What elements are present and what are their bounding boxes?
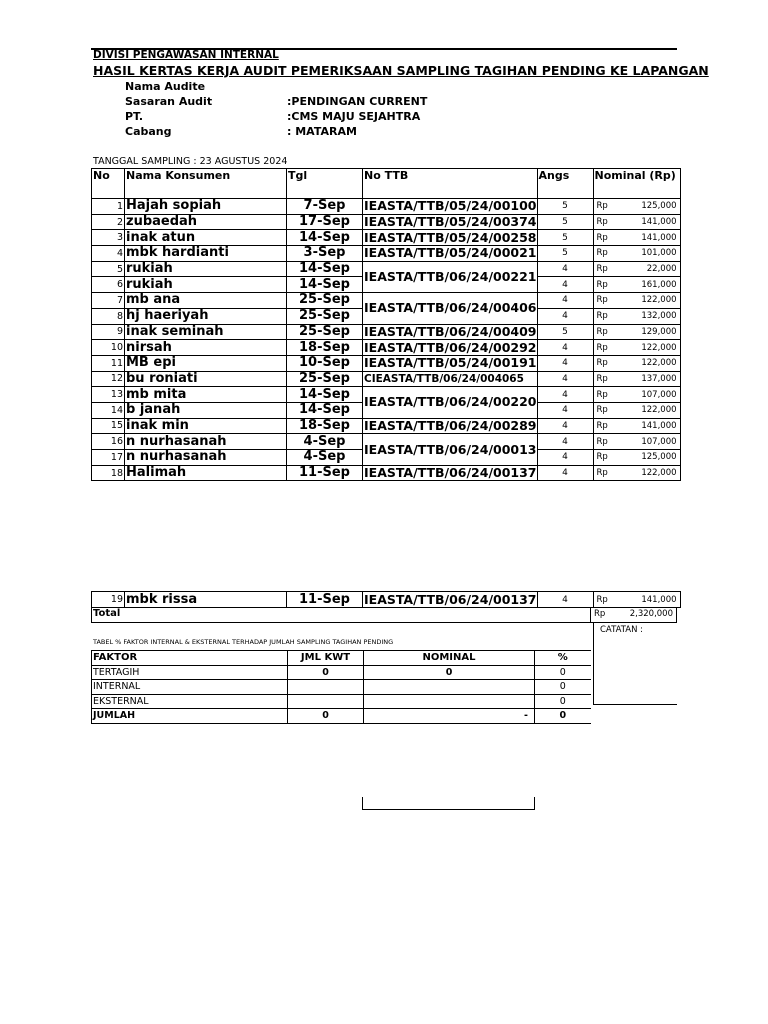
cell-nama: bu roniati <box>125 371 287 387</box>
cell-no: 12 <box>92 371 125 387</box>
nominal-value: 141,000 <box>641 232 677 243</box>
currency-label: Rp <box>596 389 608 400</box>
cell-angs: 4 <box>537 293 593 309</box>
cell-nominal <box>593 293 680 309</box>
currency-label: Rp <box>594 609 606 619</box>
col-header-ttb: No TTB <box>363 169 538 199</box>
table-row <box>92 199 681 215</box>
cell-nominal <box>593 324 680 340</box>
currency-label: Rp <box>596 594 608 605</box>
factor-table-caption: TABEL % FAKTOR INTERNAL & EKSTERNAL TERHADAP JUMLAH SAMPLING TAGIHAN PENDING <box>93 638 394 646</box>
cell-nominal <box>593 355 680 371</box>
col-header-faktor: FAKTOR <box>92 651 288 666</box>
table-row <box>92 214 681 230</box>
faktor-kwt <box>288 680 364 695</box>
currency-label: Rp <box>596 201 608 212</box>
cell-nama: n nurhasanah <box>125 434 287 450</box>
cell-no: 17 <box>92 450 125 466</box>
jumlah-kwt: 0 <box>288 709 364 724</box>
nominal-value: 137,000 <box>641 373 677 384</box>
cell-ttb: IEASTA/TTB/06/24/00409 <box>364 324 537 339</box>
cell-ttb: IEASTA/TTB/06/24/00137 <box>364 465 537 481</box>
cell-ttb: IEASTA/TTB/05/24/00191 <box>364 355 537 371</box>
faktor-percent: 0 <box>535 665 591 680</box>
notes-label: CATATAN : <box>600 625 644 635</box>
cell-nominal <box>593 246 680 262</box>
cell-no: 9 <box>92 324 125 340</box>
nominal-value: 129,000 <box>641 326 677 337</box>
cell-angs: 4 <box>537 355 593 371</box>
cell-nama: MB epi <box>125 355 287 371</box>
cell-ttb: IEASTA/TTB/05/24/00100 <box>364 198 537 214</box>
cell-tgl: 25-Sep <box>287 324 363 340</box>
col-header-no: No <box>92 169 125 199</box>
cell-angs: 4 <box>537 340 593 356</box>
cell-angs: 5 <box>537 214 593 230</box>
nominal-value: 122,000 <box>641 295 677 306</box>
cell-nama: mbk hardianti <box>125 246 287 262</box>
faktor-label: EKSTERNAL <box>92 694 288 709</box>
cell-no: 6 <box>92 277 125 293</box>
faktor-kwt <box>288 694 364 709</box>
cell-ttb: CIEASTA/TTB/06/24/004065 <box>363 371 538 387</box>
cell-tgl: 14-Sep <box>287 277 363 293</box>
cell-nominal <box>593 402 680 418</box>
cell-ttb: IEASTA/TTB/06/24/00221 <box>363 261 538 292</box>
faktor-nominal: 0 <box>364 665 535 680</box>
cell-angs: 4 <box>537 308 593 324</box>
info-value-sasaran-audit: :PENDINGAN CURRENT <box>287 95 428 108</box>
info-label-sasaran-audit: Sasaran Audit <box>125 95 213 108</box>
cell-no: 8 <box>92 308 125 324</box>
factor-table <box>91 650 591 724</box>
cell-tgl: 14-Sep <box>287 261 363 277</box>
cell-no: 10 <box>92 340 125 356</box>
currency-label: Rp <box>596 452 608 463</box>
jumlah-percent: 0 <box>535 709 591 724</box>
cell-nama: zubaedah <box>125 214 287 230</box>
cell-angs: 4 <box>537 418 593 434</box>
notes-box <box>593 623 677 705</box>
division-name: DIVISI PENGAWASAN INTERNAL <box>93 49 279 61</box>
cell-nominal <box>593 434 680 450</box>
cell-nominal <box>593 261 680 277</box>
cell-tgl: 25-Sep <box>287 371 363 387</box>
cell-tgl: 11-Sep <box>287 592 363 608</box>
cell-tgl: 4-Sep <box>287 450 363 466</box>
col-header-faktor-nominal: NOMINAL <box>364 651 535 666</box>
cell-tgl: 18-Sep <box>287 418 363 434</box>
cell-nama: n nurhasanah <box>125 450 287 466</box>
cell-nominal <box>593 340 680 356</box>
table-row <box>92 340 681 356</box>
cell-nama: mb ana <box>125 293 287 309</box>
col-header-nama: Nama Konsumen <box>125 169 287 199</box>
cell-nominal <box>593 592 680 608</box>
cell-tgl: 10-Sep <box>287 355 363 371</box>
currency-label: Rp <box>596 326 608 337</box>
cell-angs: 4 <box>537 592 593 608</box>
cell-tgl: 18-Sep <box>287 340 363 356</box>
nominal-value: 141,000 <box>641 217 677 228</box>
cell-nama: mbk rissa <box>125 592 287 608</box>
cell-no: 13 <box>92 387 125 403</box>
cell-nama: b janah <box>125 402 287 418</box>
table-row <box>92 371 681 387</box>
cell-nama: mb mita <box>125 387 287 403</box>
col-header-percent: % <box>535 651 591 666</box>
currency-label: Rp <box>596 358 608 369</box>
table-row <box>92 465 681 481</box>
currency-label: Rp <box>596 373 608 384</box>
faktor-kwt: 0 <box>288 665 364 680</box>
cell-nama: rukiah <box>125 261 287 277</box>
table-body <box>92 199 681 481</box>
cell-ttb: IEASTA/TTB/05/24/00021 <box>364 245 537 261</box>
cell-tgl: 14-Sep <box>287 387 363 403</box>
cell-no: 2 <box>92 214 125 230</box>
faktor-nominal <box>364 694 535 709</box>
cell-no: 19 <box>92 592 125 608</box>
col-header-angs: Angs <box>537 169 593 199</box>
nominal-value: 125,000 <box>641 452 677 463</box>
faktor-percent: 0 <box>535 680 591 695</box>
info-label-nama-audite: Nama Audite <box>125 80 206 93</box>
cell-nama: Halimah <box>125 465 287 481</box>
currency-label: Rp <box>596 232 608 243</box>
currency-label: Rp <box>596 311 608 322</box>
nominal-value: 141,000 <box>641 420 677 431</box>
cell-nama: inak atun <box>125 230 287 246</box>
nominal-value: 107,000 <box>641 389 677 400</box>
page-title: HASIL KERTAS KERJA AUDIT PEMERIKSAAN SAMPLING TAGIHAN PENDING KE LAPANGAN <box>93 63 709 78</box>
empty-bordered-cell <box>362 797 535 810</box>
cell-no: 16 <box>92 434 125 450</box>
nominal-value: 122,000 <box>641 358 677 369</box>
cell-nama: Hajah sopiah <box>125 199 287 215</box>
cell-nominal <box>593 230 680 246</box>
table-row <box>92 293 681 309</box>
cell-nama: inak min <box>125 418 287 434</box>
total-label: Total <box>93 608 121 619</box>
currency-label: Rp <box>596 264 608 275</box>
cell-no: 3 <box>92 230 125 246</box>
table-row <box>92 324 681 340</box>
faktor-nominal <box>364 680 535 695</box>
info-label-cabang: Cabang <box>125 125 172 138</box>
cell-nama: inak seminah <box>125 324 287 340</box>
cell-no: 4 <box>92 246 125 262</box>
cell-nama: rukiah <box>125 277 287 293</box>
nominal-value: 122,000 <box>641 468 677 479</box>
cell-no: 18 <box>92 465 125 481</box>
cell-angs: 4 <box>537 277 593 293</box>
cell-nominal <box>593 214 680 230</box>
cell-angs: 4 <box>537 371 593 387</box>
cell-angs: 5 <box>537 199 593 215</box>
cell-angs: 4 <box>537 387 593 403</box>
table-row <box>92 387 681 403</box>
cell-angs: 4 <box>537 434 593 450</box>
cell-no: 11 <box>92 355 125 371</box>
currency-label: Rp <box>596 436 608 447</box>
currency-label: Rp <box>596 405 608 416</box>
faktor-percent: 0 <box>535 694 591 709</box>
cell-no: 1 <box>92 199 125 215</box>
nominal-value: 125,000 <box>641 201 677 212</box>
total-value: 2,320,000 <box>629 609 673 619</box>
cell-ttb: IEASTA/TTB/06/24/00013 <box>363 434 538 465</box>
cell-ttb: IEASTA/TTB/05/24/00374 <box>364 214 537 230</box>
nominal-value: 122,000 <box>641 405 677 416</box>
info-value-cabang: : MATARAM <box>287 125 357 138</box>
col-header-nominal: Nominal (Rp) <box>593 169 680 199</box>
cell-ttb: IEASTA/TTB/06/24/00137 <box>364 592 537 607</box>
total-nominal <box>590 607 677 623</box>
nominal-value: 101,000 <box>641 248 677 259</box>
cell-no: 15 <box>92 418 125 434</box>
info-label-pt: PT. <box>125 110 144 123</box>
cell-nominal <box>593 199 680 215</box>
cell-nominal <box>593 465 680 481</box>
cell-nominal <box>593 418 680 434</box>
cell-ttb: IEASTA/TTB/06/24/00292 <box>364 339 537 355</box>
cell-tgl: 4-Sep <box>287 434 363 450</box>
cell-tgl: 25-Sep <box>287 293 363 309</box>
cell-angs: 4 <box>537 465 593 481</box>
cell-angs: 4 <box>537 261 593 277</box>
cell-no: 7 <box>92 293 125 309</box>
nominal-value: 141,000 <box>641 594 677 605</box>
cell-ttb: IEASTA/TTB/06/24/00289 <box>364 418 537 433</box>
currency-label: Rp <box>596 295 608 306</box>
cell-nominal <box>593 277 680 293</box>
faktor-label: TERTAGIH <box>92 665 288 680</box>
table-row <box>92 355 681 371</box>
sampling-date: TANGGAL SAMPLING : 23 AGUSTUS 2024 <box>93 156 288 167</box>
currency-label: Rp <box>596 279 608 290</box>
cell-ttb: IEASTA/TTB/05/24/00258 <box>364 229 537 245</box>
nominal-value: 161,000 <box>641 279 677 290</box>
cell-tgl: 3-Sep <box>287 246 363 262</box>
cell-nama: nirsah <box>125 340 287 356</box>
cell-no: 5 <box>92 261 125 277</box>
col-header-jml-kwt: JML KWT <box>288 651 364 666</box>
table-row <box>92 261 681 277</box>
nominal-value: 22,000 <box>646 264 677 275</box>
jumlah-label: JUMLAH <box>92 709 288 724</box>
cell-tgl: 14-Sep <box>287 230 363 246</box>
col-header-tgl: Tgl <box>287 169 363 199</box>
nominal-value: 107,000 <box>641 436 677 447</box>
table-row <box>92 418 681 434</box>
cell-angs: 4 <box>537 402 593 418</box>
cell-angs: 5 <box>537 230 593 246</box>
sampling-table <box>91 168 681 481</box>
cell-angs: 5 <box>537 324 593 340</box>
cell-tgl: 17-Sep <box>287 214 363 230</box>
currency-label: Rp <box>596 420 608 431</box>
cell-tgl: 7-Sep <box>287 199 363 215</box>
cell-nominal <box>593 308 680 324</box>
currency-label: Rp <box>596 248 608 259</box>
cell-ttb: IEASTA/TTB/06/24/00220 <box>363 387 538 418</box>
cell-nominal <box>593 371 680 387</box>
table-row <box>92 230 681 246</box>
currency-label: Rp <box>596 342 608 353</box>
table-row <box>92 246 681 262</box>
currency-label: Rp <box>596 217 608 228</box>
info-value-pt: :CMS MAJU SEJAHTRA <box>287 110 421 123</box>
cell-no: 14 <box>92 402 125 418</box>
nominal-value: 122,000 <box>641 342 677 353</box>
cell-tgl: 11-Sep <box>287 465 363 481</box>
currency-label: Rp <box>596 468 608 479</box>
cell-angs: 5 <box>537 246 593 262</box>
table-row <box>92 434 681 450</box>
cell-nominal <box>593 450 680 466</box>
nominal-value: 132,000 <box>641 311 677 322</box>
cell-ttb: IEASTA/TTB/06/24/00406 <box>363 293 538 324</box>
cell-angs: 4 <box>537 450 593 466</box>
cell-nama: hj haeriyah <box>125 308 287 324</box>
cell-tgl: 14-Sep <box>287 402 363 418</box>
cell-nominal <box>593 387 680 403</box>
jumlah-nominal: - <box>364 709 535 724</box>
faktor-label: INTERNAL <box>92 680 288 695</box>
table-row-19 <box>91 591 681 608</box>
cell-tgl: 25-Sep <box>287 308 363 324</box>
